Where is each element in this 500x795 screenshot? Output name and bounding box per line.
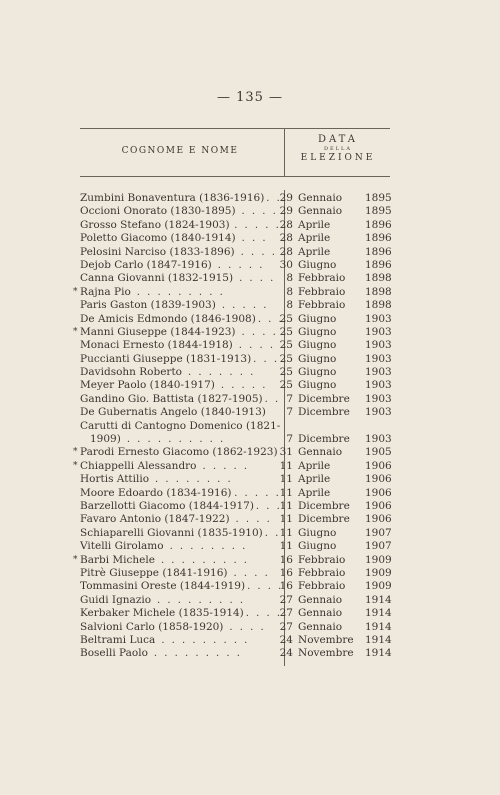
dot-leader: . . . . . . . . .: [161, 634, 250, 646]
table-row: [0, 232, 500, 245]
election-month: Giugno: [298, 379, 337, 392]
election-day: 8: [286, 285, 293, 298]
date-column-heading: [286, 134, 390, 163]
member-name: Favaro Antonio (1847-1922): [80, 513, 230, 526]
election-month: Giugno: [298, 258, 337, 271]
election-day: 30: [279, 258, 293, 271]
table-row: [0, 205, 500, 218]
dot-leader: . . . .: [241, 206, 278, 218]
table-row: [0, 313, 500, 326]
table-row: [0, 379, 500, 392]
dot-leader: . . . .: [241, 326, 278, 338]
election-year: 1903: [365, 366, 392, 379]
member-name-line1: Carutti di Cantogno Domenico (1821-: [80, 419, 281, 432]
election-year: 1895: [365, 205, 392, 218]
table-row: [0, 406, 500, 419]
dot-leader: . . . . . . . . . .: [126, 434, 226, 446]
election-year: 1903: [365, 433, 392, 446]
election-day: 25: [279, 379, 293, 392]
election-month: Giugno: [298, 325, 337, 338]
member-name: Davidsohn Roberto: [80, 366, 182, 379]
election-month: Giugno: [298, 312, 337, 325]
election-day: 29: [279, 192, 293, 204]
election-day: 7: [286, 406, 293, 419]
election-month: Aprile: [298, 232, 331, 245]
table-row: [0, 621, 500, 634]
election-year: 1898: [365, 299, 392, 312]
election-month: Dicembre: [298, 433, 350, 446]
member-name: Parodi Ernesto Giacomo (1862-1923): [80, 446, 278, 459]
election-year: 1903: [365, 406, 392, 419]
member-name: Gandino Gio. Battista (1827-1905): [80, 392, 263, 405]
election-month: Aprile: [298, 459, 331, 472]
member-name: Grosso Stefano (1824-1903): [80, 218, 230, 231]
election-month: Dicembre: [298, 406, 350, 419]
member-name: Meyer Paolo (1840-1917): [80, 379, 215, 392]
dot-leader: . . . .: [245, 608, 283, 620]
table-row: [0, 500, 500, 513]
election-year: 1903: [365, 392, 392, 405]
member-name: Salvioni Carlo (1858-1920): [80, 620, 224, 633]
election-day: 8: [286, 272, 293, 285]
table-row: [0, 513, 500, 526]
member-name: Moore Edoardo (1834-1916): [80, 486, 232, 499]
election-year: 1903: [365, 312, 392, 325]
member-name: Canna Giovanni (1832-1915): [80, 272, 234, 285]
member-name: Dejob Carlo (1847-1916): [80, 258, 212, 271]
election-day: 25: [279, 366, 293, 379]
dot-leader: . . . . . . . . .: [160, 554, 249, 566]
dot-leader: . . . . .: [234, 219, 281, 231]
member-name: Boselli Paolo: [80, 647, 148, 660]
name-column-heading: COGNOME E NOME: [121, 146, 239, 156]
table-row: [0, 554, 500, 567]
member-name-line2: 1909): [90, 433, 121, 446]
header-top-rule: [80, 128, 390, 129]
table-row: [0, 446, 500, 459]
dot-leader: . . . .: [233, 567, 270, 579]
table-row: [0, 634, 500, 647]
election-year: 1903: [365, 379, 392, 392]
table-row: [0, 420, 500, 447]
dot-leader: . . . . . . . . .: [153, 648, 242, 660]
election-month: Giugno: [298, 526, 337, 539]
member-name: Occioni Onorato (1830-1895): [80, 205, 236, 218]
dot-leader: . . . . .: [202, 460, 250, 472]
election-day: 11: [279, 486, 293, 499]
table-row: [0, 567, 500, 580]
election-month: Dicembre: [298, 500, 350, 512]
member-name: Vitelli Girolamo: [80, 540, 164, 553]
election-month: Dicembre: [298, 513, 350, 526]
member-name: Monaci Ernesto (1844-1918): [80, 339, 233, 352]
dot-leader: . . . . .: [220, 380, 268, 392]
election-day: 25: [279, 339, 293, 352]
member-name: De Amicis Edmondo (1846-1908): [80, 312, 256, 325]
member-name: Chiappelli Alessandro: [80, 459, 197, 472]
dot-leader: . . . .: [239, 273, 276, 285]
election-month: Gennaio: [298, 205, 343, 218]
election-year: 1909: [365, 580, 392, 593]
date-heading-line1: DATA: [317, 134, 359, 145]
election-year: 1896: [365, 258, 392, 271]
election-year: 1906: [365, 473, 392, 486]
election-day: 11: [279, 526, 293, 539]
election-day: 11: [279, 500, 293, 512]
election-year: 1914: [365, 633, 392, 646]
election-day: 28: [279, 245, 293, 258]
election-day: 11: [279, 513, 293, 526]
header-bottom-rule: [80, 176, 390, 177]
election-day: 11: [279, 540, 293, 553]
election-month: Febbraio: [298, 285, 346, 298]
date-heading-line3: ELEZIONE: [300, 153, 376, 163]
election-month: Febbraio: [298, 299, 346, 312]
election-day: 16: [279, 580, 293, 593]
election-day: 29: [279, 205, 293, 218]
dot-leader: . . . . . . . . .: [136, 286, 225, 298]
table-row: [0, 366, 500, 379]
election-day: 31: [279, 446, 293, 459]
member-name: Poletto Giacomo (1840-1914): [80, 232, 236, 245]
dot-leader: . . . .: [238, 340, 276, 352]
election-year: 1896: [365, 245, 392, 258]
election-month: Novembre: [298, 633, 354, 646]
election-month: Giugno: [298, 352, 337, 365]
member-name: De Gubernatis Angelo (1840-1913): [80, 406, 266, 419]
election-month: Gennaio: [298, 593, 343, 606]
table-row: [0, 594, 500, 607]
election-year: 1906: [365, 500, 392, 512]
table-row: [0, 286, 500, 299]
dot-leader: . . . . . . . .: [155, 474, 233, 486]
election-month: Febbraio: [298, 553, 346, 566]
dot-leader: . . . .: [240, 246, 277, 258]
table-row: [0, 353, 500, 366]
election-day: 11: [279, 473, 293, 486]
election-year: 1903: [365, 352, 392, 365]
election-day: 27: [279, 620, 293, 633]
election-day: 16: [279, 553, 293, 566]
election-year: 1906: [365, 513, 392, 526]
election-day: 27: [279, 607, 293, 620]
election-year: 1905: [365, 446, 392, 459]
asterisk-mark: *: [73, 326, 78, 337]
election-month: Aprile: [298, 218, 331, 231]
dot-leader: . .: [266, 193, 282, 204]
dot-leader: . . . . .: [217, 259, 265, 271]
dot-leader: . . .: [255, 501, 282, 512]
election-month: Aprile: [298, 473, 331, 486]
election-month: Gennaio: [298, 607, 343, 620]
election-year: 1896: [365, 218, 392, 231]
election-year: 1895: [365, 192, 392, 204]
dot-leader: . . . . . . .: [187, 367, 256, 379]
table-row: [0, 219, 500, 232]
table-row: [0, 607, 500, 620]
table-row: [0, 540, 500, 553]
election-month: Giugno: [298, 540, 337, 553]
election-month: Febbraio: [298, 272, 346, 285]
member-name: Barbi Michele: [80, 553, 155, 566]
election-day: 11: [279, 459, 293, 472]
member-name: Hortis Attilio: [80, 473, 150, 486]
member-name: Barzellotti Giacomo (1844-1917): [80, 500, 254, 512]
table-row: [0, 527, 500, 540]
table-row: [0, 259, 500, 272]
dot-leader: . . . . . . . . .: [157, 594, 246, 606]
member-name: Beltrami Luca: [80, 633, 156, 646]
dot-leader: . . . . .: [234, 487, 281, 499]
dot-leader: . . . .: [247, 581, 284, 593]
dot-leader: . . . .: [235, 514, 272, 526]
member-name: Tommasini Oreste (1844-1919): [80, 580, 246, 593]
member-name: Paris Gaston (1839-1903): [80, 299, 216, 312]
election-year: 1907: [365, 540, 392, 553]
election-day: 7: [286, 433, 293, 446]
asterisk-mark: *: [73, 447, 78, 458]
election-year: 1909: [365, 553, 392, 566]
table-row: [0, 647, 500, 660]
member-name: Pelosini Narciso (1833-1896): [80, 245, 235, 258]
election-year: 1898: [365, 285, 392, 298]
table-row: [0, 393, 500, 406]
election-month: Giugno: [298, 366, 337, 379]
table-row: [0, 246, 500, 259]
table-row: [0, 460, 500, 473]
member-name: Schiaparelli Giovanni (1835-1910): [80, 526, 263, 539]
table-row: [0, 326, 500, 339]
election-year: 1903: [365, 339, 392, 352]
election-day: 27: [279, 593, 293, 606]
election-month: Aprile: [298, 486, 331, 499]
election-month: Aprile: [298, 245, 331, 258]
election-month: Febbraio: [298, 580, 346, 593]
dot-leader: . .: [264, 527, 281, 539]
election-day: 25: [279, 325, 293, 338]
election-year: 1898: [365, 272, 392, 285]
election-month: Dicembre: [298, 392, 350, 405]
member-name: Rajna Pio: [80, 285, 131, 298]
date-heading-line2: DELLA: [324, 146, 352, 152]
member-name: Kerbaker Michele (1835-1914): [80, 607, 244, 620]
dot-leader: . . . .: [229, 621, 266, 633]
election-year: 1909: [365, 566, 392, 579]
election-year: 1907: [365, 526, 392, 539]
election-day: 25: [279, 312, 293, 325]
election-month: Gennaio: [298, 192, 343, 204]
election-month: Novembre: [298, 647, 354, 660]
election-day: 25: [279, 352, 293, 365]
election-year: 1914: [365, 620, 392, 633]
table-row: [0, 339, 500, 352]
dot-leader: . . .: [257, 313, 284, 325]
table-row: [0, 299, 500, 312]
page-number: — 135 —: [216, 90, 284, 105]
election-year: 1903: [365, 325, 392, 338]
table-row: [0, 580, 500, 593]
member-name: Puccianti Giuseppe (1831-1913): [80, 352, 252, 365]
election-year: 1906: [365, 486, 392, 499]
election-month: Gennaio: [298, 446, 343, 459]
election-year: 1914: [365, 593, 392, 606]
dot-leader: . .: [264, 393, 281, 405]
asterisk-mark: *: [73, 286, 78, 297]
dot-leader: . . .: [241, 233, 268, 245]
dot-leader: . . .: [253, 353, 280, 365]
table-row: [0, 487, 500, 500]
election-month: Febbraio: [298, 566, 346, 579]
election-year: 1906: [365, 459, 392, 472]
members-table: [0, 192, 500, 661]
dot-leader: . . . . .: [221, 300, 269, 312]
election-day: 16: [279, 566, 293, 579]
member-name: Zumbini Bonaventura (1836-1916): [80, 192, 265, 204]
header-column-divider: [284, 128, 285, 176]
election-year: 1914: [365, 607, 392, 620]
table-row: [0, 272, 500, 285]
member-name: Pitrè Giuseppe (1841-1916): [80, 566, 228, 579]
asterisk-mark: *: [73, 460, 78, 471]
election-day: 28: [279, 218, 293, 231]
table-row: [0, 192, 500, 205]
asterisk-mark: *: [73, 554, 78, 565]
dot-leader: . . . . . . . .: [169, 541, 248, 553]
election-day: 24: [279, 647, 293, 660]
election-day: 7: [286, 392, 293, 405]
table-row: [0, 473, 500, 486]
member-name: Guidi Ignazio: [80, 593, 152, 606]
election-day: 24: [279, 633, 293, 646]
member-name: Manni Giuseppe (1844-1923): [80, 325, 236, 338]
election-year: 1896: [365, 232, 392, 245]
election-month: Gennaio: [298, 620, 343, 633]
election-day: 8: [286, 299, 293, 312]
election-month: Giugno: [298, 339, 337, 352]
election-day: 28: [279, 232, 293, 245]
election-year: 1914: [365, 647, 392, 660]
